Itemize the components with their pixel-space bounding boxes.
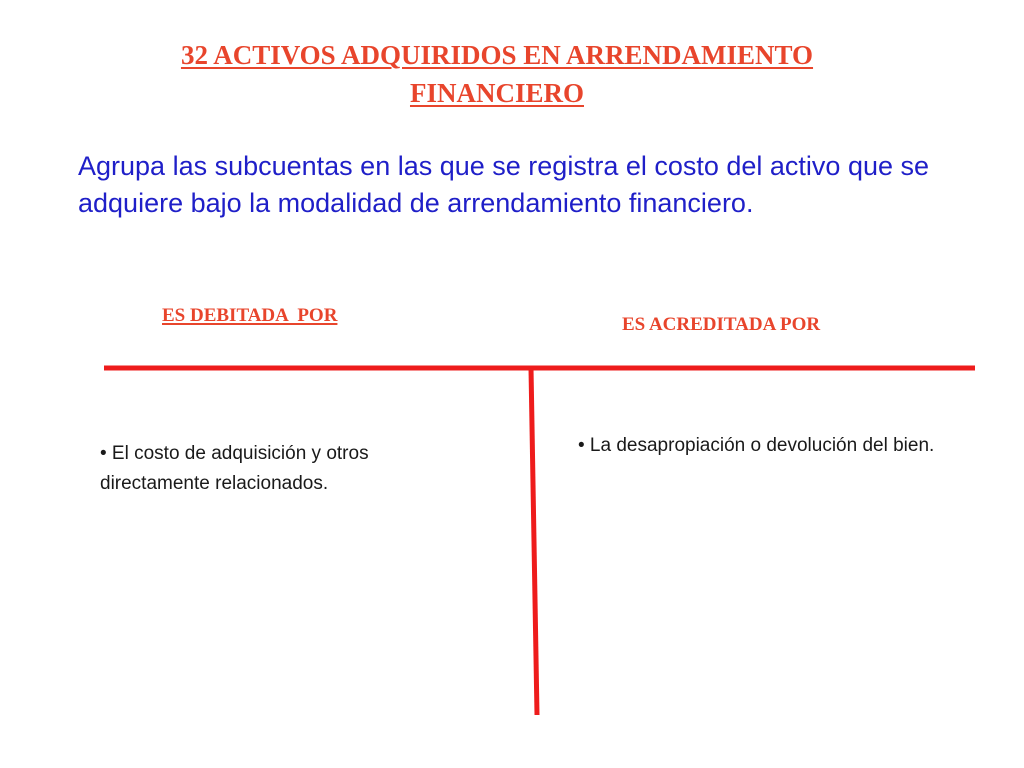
account-description: Agrupa las subcuentas en las que se registra el costo del activo que se adquiere bajo la modalidad de arrendamiento financiero. (78, 151, 930, 218)
credit-item: • La desapropiación o devolución del bien. (578, 435, 935, 456)
debit-column-header: ES DEBITADA POR (162, 305, 338, 326)
page-title: 32 ACTIVOS ADQUIRIDOS EN ARRENDAMIENTO FINANCIERO (180, 40, 814, 108)
credit-column-header: ES ACREDITADA POR (622, 314, 821, 335)
t-account-vertical-line (531, 368, 537, 715)
debit-item: • El costo de adquisición y otros directamente relacionados. (100, 443, 369, 494)
